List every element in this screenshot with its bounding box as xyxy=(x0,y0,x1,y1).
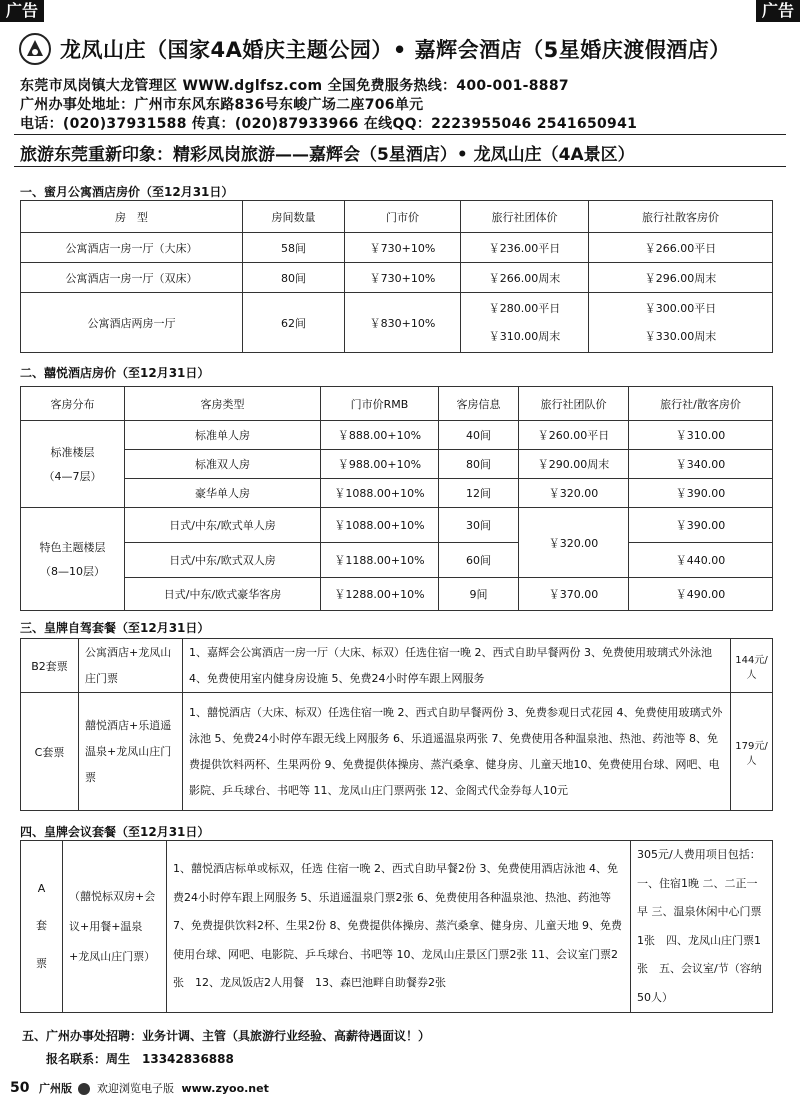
package-price-note: 305元/人费用项目包括：一、住宿1晚 二、二正一早 三、温泉休闲中心门票1张 四、龙凤山庄门票1张 五、会议室/节（容纳50人） xyxy=(631,841,773,1013)
cell: 公寓酒店两房一厅 xyxy=(21,293,243,353)
conference-package-table xyxy=(20,840,773,1013)
cell: ￥390.00 xyxy=(629,479,773,508)
table-row xyxy=(21,639,773,693)
self-drive-package-table xyxy=(20,638,773,811)
package-name-char: 套 xyxy=(36,919,47,932)
col-header: 房 型 xyxy=(21,201,243,233)
cell: ￥730+10% xyxy=(345,233,461,263)
cell: 标准单人房 xyxy=(125,421,321,450)
subtitle: 旅游东莞重新印象：精彩凤岗旅游——嘉辉会（5星酒店）• 龙凤山庄（4A景区） xyxy=(20,145,635,165)
cell xyxy=(461,293,589,353)
ad-tag-left: 广告 xyxy=(0,0,44,22)
cell: ￥236.00平日 xyxy=(461,233,589,263)
col-header: 门市价RMB xyxy=(321,387,439,421)
table-row xyxy=(21,693,773,811)
package-details: 1、囍悦酒店（大床、标双）任选住宿一晚 2、西式自助早餐两份 3、免费参观日式花园 4、免费使用玻璃式外泳池 5、免费24小时停车跟无线上网服务 6、乐逍遥温泉两张 7、免费使用各种温泉池、热池、药池等 8、免费提供饮料两杯、生果两份 9、免费提供体操房、蒸汽桑拿、健身房、儿童天地10、免费使用台球、网吧、电影院、乒乓球台、书吧等 11、龙凤山庄门票两张 12、金阁式代金券每人10元 xyxy=(183,693,731,811)
office-address: 广州办事处地址：广州市东风东路836号东峻广场二座706单元 xyxy=(20,97,424,113)
cell: 62间 xyxy=(243,293,345,353)
col-header: 门市价 xyxy=(345,201,461,233)
edition-label: 广州版 xyxy=(38,1082,72,1095)
cell: 9间 xyxy=(439,578,519,611)
recruitment-contact: 报名联系：周生 13342836888 xyxy=(46,1052,234,1066)
cell: 12间 xyxy=(439,479,519,508)
col-header: 客房类型 xyxy=(125,387,321,421)
cell: ￥390.00 xyxy=(629,508,773,543)
cell-line: ￥310.00周末 xyxy=(488,329,561,343)
table-row xyxy=(21,293,773,353)
cell xyxy=(589,293,773,353)
cell: 80间 xyxy=(439,450,519,479)
divider xyxy=(14,166,786,167)
cell: ￥370.00 xyxy=(519,578,629,611)
table-row xyxy=(21,421,773,450)
cell: ￥1088.00+10% xyxy=(321,508,439,543)
cell: ￥490.00 xyxy=(629,578,773,611)
package-includes: （囍悦标双房+会议+用餐+温泉+龙凤山庄门票） xyxy=(63,841,167,1013)
cell: ￥320.00 xyxy=(519,508,629,578)
apartment-price-table xyxy=(20,200,773,353)
page-number: 50 xyxy=(10,1080,30,1096)
group-floors: （4—7层） xyxy=(43,470,102,483)
badge-icon xyxy=(78,1083,90,1095)
package-includes: 囍悦酒店+乐逍遥温泉+龙凤山庄门票 xyxy=(79,693,183,811)
cell: ￥440.00 xyxy=(629,543,773,578)
recruitment-notice: 五、广州办事处招聘：业务计调、主管（具旅游行业经验、高薪待遇面议！） xyxy=(22,1029,431,1043)
cell: ￥730+10% xyxy=(345,263,461,293)
cell: ￥830+10% xyxy=(345,293,461,353)
resort-logo-icon xyxy=(18,32,52,66)
table-row xyxy=(21,508,773,543)
ad-tag-right: 广告 xyxy=(756,0,800,22)
table-row xyxy=(21,578,773,611)
cell-line: ￥300.00平日 xyxy=(644,301,717,315)
group-label: 标准楼层 xyxy=(50,446,95,459)
page-title: 龙凤山庄（国家4A婚庆主题公园）• 嘉辉会酒店（5星婚庆渡假酒店） xyxy=(60,38,731,62)
package-includes: 公寓酒店+龙凤山庄门票 xyxy=(79,639,183,693)
col-header: 旅行社团体价 xyxy=(461,201,589,233)
cell: ￥290.00周末 xyxy=(519,450,629,479)
package-details: 1、囍悦酒店标单或标双，任选 住宿一晚 2、西式自助早餐2份 3、免费使用酒店泳池 4、免费24小时停车跟上网服务 5、乐逍遥温泉门票2张 6、免费使用各种温泉池、热池、药池等 7、免费提供饮料2杯、生果2份 8、免费提供体操房、蒸汽桑拿、健身房、儿童天地 9、免费使用台球、网吧、电影院、乒乓球台、书吧等 10、龙凤山庄景区门票2张 11、会议室门票2张 12、龙凤饭店2人用餐 13、森巴池畔自助餐券2张 xyxy=(167,841,631,1013)
table-row xyxy=(21,450,773,479)
cell: ￥988.00+10% xyxy=(321,450,439,479)
package-name: C套票 xyxy=(21,693,79,811)
col-header: 客房分布 xyxy=(21,387,125,421)
cell: ￥260.00平日 xyxy=(519,421,629,450)
floor-group-standard xyxy=(21,421,125,508)
package-name xyxy=(21,841,63,1013)
section4-title: 四、皇牌会议套餐（至12月31日） xyxy=(20,825,210,839)
floor-group-theme xyxy=(21,508,125,611)
cell: ￥266.00平日 xyxy=(589,233,773,263)
cell: 40间 xyxy=(439,421,519,450)
cell: 豪华单人房 xyxy=(125,479,321,508)
cell: ￥1288.00+10% xyxy=(321,578,439,611)
cell: ￥1088.00+10% xyxy=(321,479,439,508)
cell: ￥340.00 xyxy=(629,450,773,479)
cell: 公寓酒店一房一厅（双床） xyxy=(21,263,243,293)
col-header: 房间数量 xyxy=(243,201,345,233)
cell: ￥266.00周末 xyxy=(461,263,589,293)
col-header: 旅行社团队价 xyxy=(519,387,629,421)
table-row xyxy=(21,263,773,293)
package-price: 144元/人 xyxy=(731,639,773,693)
package-name-char: 票 xyxy=(36,957,47,970)
table-row xyxy=(21,841,773,1013)
website-link[interactable]: www.zyoo.net xyxy=(181,1082,269,1095)
cell: 60间 xyxy=(439,543,519,578)
cell: ￥1188.00+10% xyxy=(321,543,439,578)
package-name: B2套票 xyxy=(21,639,79,693)
divider xyxy=(14,134,786,135)
group-label: 特色主题楼层 xyxy=(39,541,106,554)
cell: 标准双人房 xyxy=(125,450,321,479)
table-row xyxy=(21,233,773,263)
cell: 日式/中东/欧式双人房 xyxy=(125,543,321,578)
col-header: 客房信息 xyxy=(439,387,519,421)
cell: 80间 xyxy=(243,263,345,293)
cell: ￥888.00+10% xyxy=(321,421,439,450)
address-line: 东莞市凤岗镇大龙管理区 WWW.dglfsz.com 全国免费服务热线：400-001-8887 xyxy=(20,78,569,94)
cell: 30间 xyxy=(439,508,519,543)
slogan: 欢迎浏览电子版 xyxy=(96,1082,174,1095)
page-footer xyxy=(10,1080,269,1096)
cell: 日式/中东/欧式单人房 xyxy=(125,508,321,543)
cell-line: ￥330.00周末 xyxy=(644,329,717,343)
table-row xyxy=(21,479,773,508)
contact-line: 电话：(020)37931588 传真：(020)87933966 在线QQ：2223955046 2541650941 xyxy=(20,116,638,132)
col-header: 旅行社散客房价 xyxy=(589,201,773,233)
hotel-price-table xyxy=(20,386,773,611)
col-header: 旅行社/散客房价 xyxy=(629,387,773,421)
section2-title: 二、囍悦酒店房价（至12月31日） xyxy=(20,366,210,380)
cell-line: ￥280.00平日 xyxy=(488,301,561,315)
section1-title: 一、蜜月公寓酒店房价（至12月31日） xyxy=(20,185,234,199)
package-details: 1、嘉辉会公寓酒店一房一厅（大床、标双）任选住宿一晚 2、西式自助早餐两份 3、免费使用玻璃式外泳池 4、免费使用室内健身房设施 5、免费24小时停车跟上网服务 xyxy=(183,639,731,693)
table-row xyxy=(21,543,773,578)
cell: ￥310.00 xyxy=(629,421,773,450)
package-price: 179元/人 xyxy=(731,693,773,811)
package-name-char: A xyxy=(37,882,46,895)
cell: 58间 xyxy=(243,233,345,263)
cell: ￥320.00 xyxy=(519,479,629,508)
cell: 日式/中东/欧式豪华客房 xyxy=(125,578,321,611)
cell: ￥296.00周末 xyxy=(589,263,773,293)
group-floors: （8—10层） xyxy=(40,565,105,578)
section3-title: 三、皇牌自驾套餐（至12月31日） xyxy=(20,621,210,635)
cell: 公寓酒店一房一厅（大床） xyxy=(21,233,243,263)
